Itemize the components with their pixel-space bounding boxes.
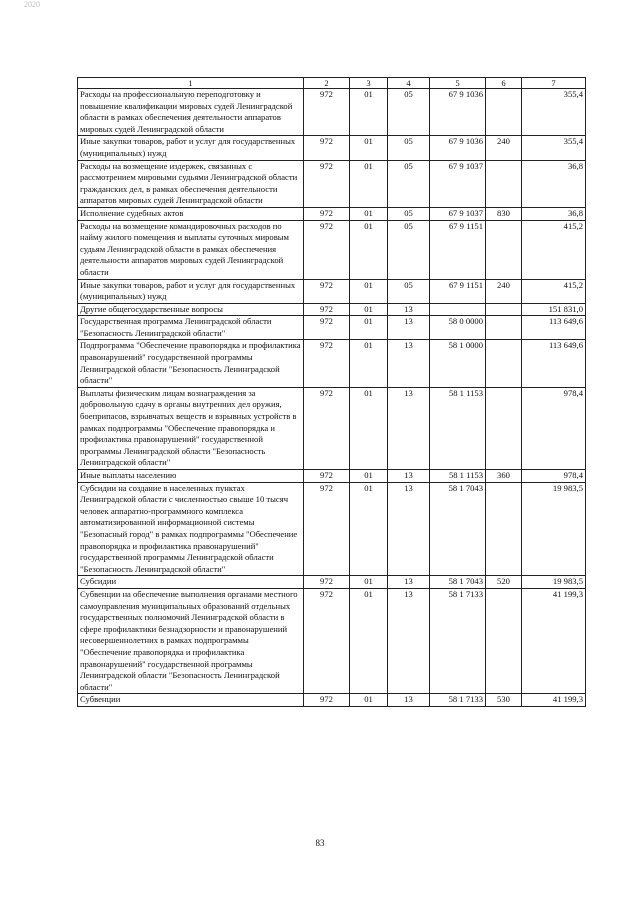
table-row: [78, 207, 586, 220]
column-number: 5: [430, 78, 486, 89]
row-name-cell: Иные выплаты населению: [78, 470, 304, 483]
row-name-cell: Иные закупки товаров, работ и услуг для государственных (муниципальных) нужд: [78, 136, 304, 160]
target-article-cell: 58 1 7043: [430, 576, 486, 589]
section-code-cell: 01: [350, 220, 388, 279]
section-code-cell: 01: [350, 316, 388, 340]
subsection-code-cell: 13: [388, 588, 430, 693]
ministry-code-cell: 972: [304, 160, 350, 207]
target-article-cell: 58 1 7133: [430, 588, 486, 693]
ministry-code-cell: 972: [304, 136, 350, 160]
section-code-cell: 01: [350, 576, 388, 589]
ministry-code-cell: 972: [304, 588, 350, 693]
table-row: [78, 482, 586, 576]
expense-type-cell: [486, 588, 522, 693]
ministry-code-cell: 972: [304, 279, 350, 303]
amount-cell: 355,4: [522, 136, 586, 160]
subsection-code-cell: 13: [388, 482, 430, 576]
section-code-cell: 01: [350, 160, 388, 207]
section-code-cell: 01: [350, 694, 388, 707]
table-row: [78, 470, 586, 483]
expense-type-cell: 240: [486, 136, 522, 160]
subsection-code-cell: 13: [388, 694, 430, 707]
ministry-code-cell: 972: [304, 340, 350, 387]
target-article-cell: 67 9 1151: [430, 279, 486, 303]
column-number: 1: [78, 78, 304, 89]
column-number-row: [78, 78, 586, 89]
subsection-code-cell: 05: [388, 136, 430, 160]
expense-type-cell: [486, 340, 522, 387]
expense-type-cell: 520: [486, 576, 522, 589]
table-row: [78, 316, 586, 340]
target-article-cell: 67 9 1036: [430, 89, 486, 136]
subsection-code-cell: 13: [388, 316, 430, 340]
row-name-cell: Государственная программа Ленинградской области "Безопасность Ленинградской области": [78, 316, 304, 340]
amount-cell: 415,2: [522, 279, 586, 303]
column-number: 7: [522, 78, 586, 89]
row-name-cell: Подпрограмма "Обеспечение правопорядка и профилактика правонарушений" государственной программы Ленинградской области "Безопасность Ленинградской области": [78, 340, 304, 387]
expense-type-cell: 530: [486, 694, 522, 707]
target-article-cell: 58 0 0000: [430, 316, 486, 340]
table-row: [78, 136, 586, 160]
section-code-cell: 01: [350, 303, 388, 316]
ministry-code-cell: 972: [304, 694, 350, 707]
target-article-cell: 58 1 1153: [430, 387, 486, 469]
expense-type-cell: [486, 387, 522, 469]
expense-type-cell: 240: [486, 279, 522, 303]
row-name-cell: Иные закупки товаров, работ и услуг для государственных (муниципальных) нужд: [78, 279, 304, 303]
subsection-code-cell: 13: [388, 387, 430, 469]
amount-cell: 41 199,3: [522, 694, 586, 707]
expense-type-cell: 360: [486, 470, 522, 483]
amount-cell: 978,4: [522, 387, 586, 469]
target-article-cell: 58 1 7133: [430, 694, 486, 707]
expense-type-cell: 830: [486, 207, 522, 220]
table-row: [78, 160, 586, 207]
subsection-code-cell: 05: [388, 207, 430, 220]
column-number: 6: [486, 78, 522, 89]
table-body: [78, 89, 586, 707]
row-name-cell: Расходы на возмещение издержек, связанных с рассмотрением мировыми судьями Ленинградской области гражданских дел, в рамках обеспечения деятельности аппаратов мировых судей Ленинградской области: [78, 160, 304, 207]
subsection-code-cell: 05: [388, 89, 430, 136]
table-row: [78, 340, 586, 387]
table-row: [78, 588, 586, 693]
budget-table: [77, 77, 586, 707]
expense-type-cell: [486, 160, 522, 207]
subsection-code-cell: 13: [388, 576, 430, 589]
amount-cell: 36,8: [522, 160, 586, 207]
section-code-cell: 01: [350, 279, 388, 303]
ministry-code-cell: 972: [304, 470, 350, 483]
section-code-cell: 01: [350, 482, 388, 576]
table-row: [78, 303, 586, 316]
subsection-code-cell: 05: [388, 220, 430, 279]
section-code-cell: 01: [350, 136, 388, 160]
row-name-cell: Другие общегосударственные вопросы: [78, 303, 304, 316]
subsection-code-cell: 13: [388, 303, 430, 316]
amount-cell: 978,4: [522, 470, 586, 483]
subsection-code-cell: 05: [388, 160, 430, 207]
table-row: [78, 576, 586, 589]
amount-cell: 113 649,6: [522, 340, 586, 387]
amount-cell: 113 649,6: [522, 316, 586, 340]
amount-cell: 151 831,0: [522, 303, 586, 316]
subsection-code-cell: 13: [388, 470, 430, 483]
amount-cell: 36,8: [522, 207, 586, 220]
ministry-code-cell: 972: [304, 576, 350, 589]
row-name-cell: Субвенции на обеспечение выполнения органами местного самоуправления муниципальных образований отдельных государственных полномочий Ленинградской области в сфере профилактики безнадзорности и правонарушений несовершеннолетних в рамках подпрограммы "Обеспечение правопорядка и профилактика правонарушений" государственной программы Ленинградской области "Безопасность Ленинградской области": [78, 588, 304, 693]
expense-type-cell: [486, 482, 522, 576]
table-row: [78, 89, 586, 136]
target-article-cell: 67 9 1036: [430, 136, 486, 160]
page-number: 83: [315, 838, 325, 848]
section-code-cell: 01: [350, 387, 388, 469]
expense-type-cell: [486, 303, 522, 316]
target-article-cell: 58 1 0000: [430, 340, 486, 387]
row-name-cell: Расходы на возмещение командировочных расходов по найму жилого помещения и выплаты суточных мировым судьям Ленинградской области в рамках обеспечения деятельности аппаратов мировых судей Ленинградской области: [78, 220, 304, 279]
section-code-cell: 01: [350, 207, 388, 220]
amount-cell: 19 983,5: [522, 576, 586, 589]
column-number: 3: [350, 78, 388, 89]
row-name-cell: Субвенции: [78, 694, 304, 707]
amount-cell: 19 983,5: [522, 482, 586, 576]
amount-cell: 41 199,3: [522, 588, 586, 693]
section-code-cell: 01: [350, 89, 388, 136]
expense-type-cell: [486, 220, 522, 279]
expense-type-cell: [486, 316, 522, 340]
column-number: 4: [388, 78, 430, 89]
subsection-code-cell: 05: [388, 279, 430, 303]
amount-cell: 415,2: [522, 220, 586, 279]
ministry-code-cell: 972: [304, 220, 350, 279]
expense-type-cell: [486, 89, 522, 136]
ministry-code-cell: 972: [304, 387, 350, 469]
target-article-cell: 58 1 1153: [430, 470, 486, 483]
amount-cell: 355,4: [522, 89, 586, 136]
target-article-cell: 58 1 7043: [430, 482, 486, 576]
target-article-cell: 67 9 1151: [430, 220, 486, 279]
table-row: [78, 387, 586, 469]
column-number: 2: [304, 78, 350, 89]
row-name-cell: Исполнение судебных актов: [78, 207, 304, 220]
ministry-code-cell: 972: [304, 207, 350, 220]
section-code-cell: 01: [350, 588, 388, 693]
table-row: [78, 694, 586, 707]
target-article-cell: 67 9 1037: [430, 207, 486, 220]
target-article-cell: [430, 303, 486, 316]
ministry-code-cell: 972: [304, 303, 350, 316]
table-row: [78, 220, 586, 279]
ministry-code-cell: 972: [304, 482, 350, 576]
row-name-cell: Расходы на профессиональную переподготовку и повышение квалификации мировых судей Ленинградской области в рамках обеспечения деятельности аппаратов мировых судей Ленинградской области: [78, 89, 304, 136]
target-article-cell: 67 9 1037: [430, 160, 486, 207]
section-code-cell: 01: [350, 340, 388, 387]
row-name-cell: Субсидии на создание в населенных пунктах Ленинградской области с численностью свыше 10 тысяч человек аппаратно-программного комплекса автоматизированной информационной системы "Безопасный город" в рамках подпрограммы "Обеспечение правопорядка и профилактика правонарушений" государственной программы Ленинградской области "Безопасность Ленинградской области": [78, 482, 304, 576]
row-name-cell: Субсидии: [78, 576, 304, 589]
ministry-code-cell: 972: [304, 316, 350, 340]
row-name-cell: Выплаты физическим лицам вознаграждения за добровольную сдачу в органы внутренних дел оружия, боеприпасов, взрывчатых веществ и взрывных устройств в рамках подпрограммы "Обеспечение правопорядка и профилактика правонарушений" государственной программы Ленинградской области "Безопасность Ленинградской области": [78, 387, 304, 469]
header-mark: 2020: [24, 0, 40, 9]
section-code-cell: 01: [350, 470, 388, 483]
subsection-code-cell: 13: [388, 340, 430, 387]
table-row: [78, 279, 586, 303]
ministry-code-cell: 972: [304, 89, 350, 136]
